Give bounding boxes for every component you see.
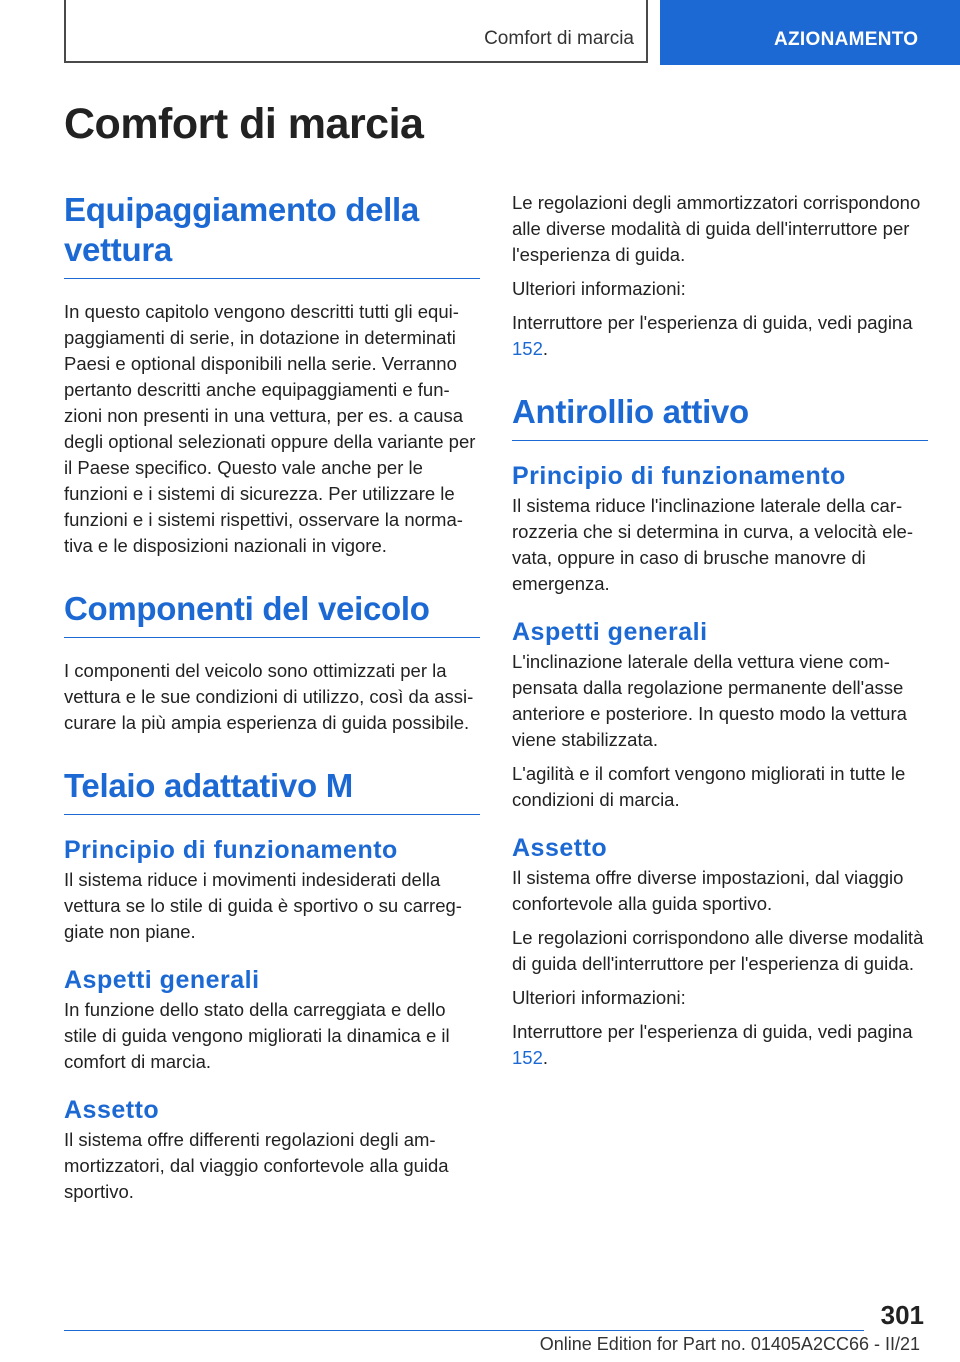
- page-number: 301: [880, 1300, 924, 1330]
- heading-equipaggiamento: Equipaggiamento della vettura: [64, 190, 480, 279]
- footer-divider: [64, 1330, 864, 1331]
- header-section-title: Comfort di marcia: [484, 28, 634, 49]
- heading-telaio-adattativo: Telaio adattativo M: [64, 766, 480, 815]
- paragraph-componenti: I componenti del veicolo sono ottimizzati per la vettura e le sue condizioni di utilizzo, così da assicurare la più ampia esperienza di guida possibile.: [64, 660, 474, 733]
- subheading-assetto-telaio: Assetto: [64, 1096, 160, 1124]
- paragraph-info-1: Ulteriori informazioni:: [512, 278, 686, 299]
- paragraph-principio-telaio: Il sistema riduce i movimenti indesiderati della vettura se lo stile di guida è sportivo o su carreggiate non piane.: [64, 869, 462, 942]
- page-title: Comfort di marcia: [64, 100, 424, 148]
- paragraph-reference-1: [512, 310, 928, 362]
- header-chapter-label: AZIONAMENTO: [774, 29, 919, 50]
- paragraph-principio-antirollio: Il sistema riduce l'inclinazione laterale della carrozzeria che si determina in curva, a velocità elevata, oppure in caso di brusche manovre di emergenza.: [512, 495, 914, 594]
- left-column: [64, 190, 480, 1213]
- subheading-aspetti-telaio: Aspetti generali: [64, 966, 260, 994]
- paragraph-assetto-telaio: Il sistema offre differenti regolazioni degli ammortizzatori, dal viaggio confortevole alla guida sportivo.: [64, 1129, 449, 1202]
- subheading-assetto-antirollio: Assetto: [512, 834, 608, 862]
- paragraph-aspetti-antirollio-2: L'agilità e il comfort vengono migliorati in tutte le condizioni di marcia.: [512, 763, 906, 810]
- reference-end-1: .: [542, 338, 549, 359]
- subheading-principio-telaio: Principio di funzionamento: [64, 836, 398, 864]
- reference-text-1: Interruttore per l'esperienza di guida, vedi pagina: [512, 312, 913, 333]
- paragraph-aspetti-telaio: In funzione dello stato della carreggiata e dello stile di guida vengono migliorati la dinamica e il comfort di marcia.: [64, 999, 450, 1072]
- header-section-box: [64, 0, 648, 63]
- footer-edition: Online Edition for Part no. 01405A2CC66 - II/21: [539, 1334, 920, 1354]
- subheading-aspetti-antirollio: Aspetti generali: [512, 618, 708, 646]
- paragraph-assetto-antirollio-1: Il sistema offre diverse impostazioni, dal viaggio confortevole alla guida sportivo.: [512, 867, 904, 914]
- right-column: [512, 190, 928, 1079]
- paragraph-info-2: Ulteriori informazioni:: [512, 987, 686, 1008]
- page-link-152[interactable]: 152: [512, 338, 543, 359]
- paragraph-equipaggiamento: In questo capitolo vengono descritti tutti gli equipaggiamenti di serie, in dotazione in determinati Paesi e optional disponibili nella serie. Verranno pertanto descritti anche equipaggiamenti e funzioni non presenti in una vettura, per es. a causa degli optional selezionati oppure della variante per il Paese specifico. Questo vale anche per le funzioni e i sistemi di sicurezza. Per utilizzare le funzioni e i sistemi rispettivi, osservare la normativa e le disposizioni nazionali in vigore.: [64, 301, 476, 556]
- header-chapter-tab[interactable]: [660, 0, 960, 65]
- heading-antirollio: Antirollio attivo: [512, 392, 928, 441]
- paragraph-ammortizzatori: Le regolazioni degli ammortizzatori corrispondono alle diverse modalità di guida dell'interruttore per l'esperienza di guida.: [512, 192, 921, 265]
- reference-text-2: Interruttore per l'esperienza di guida, vedi pagina: [512, 1021, 913, 1042]
- paragraph-reference-2: [512, 1019, 928, 1071]
- reference-end-2: .: [542, 1047, 549, 1068]
- paragraph-assetto-antirollio-2: Le regolazioni corrispondono alle diverse modalità di guida dell'interruttore per l'esperienza di guida.: [512, 927, 924, 974]
- heading-componenti: Componenti del veicolo: [64, 589, 480, 638]
- paragraph-aspetti-antirollio-1: L'inclinazione laterale della vettura viene compensata dalla regolazione permanente dell'asse anteriore e posteriore. In questo modo la vettura viene stabilizzata.: [512, 651, 907, 750]
- subheading-principio-antirollio: Principio di funzionamento: [512, 462, 846, 490]
- page-link-152-second[interactable]: 152: [512, 1047, 543, 1068]
